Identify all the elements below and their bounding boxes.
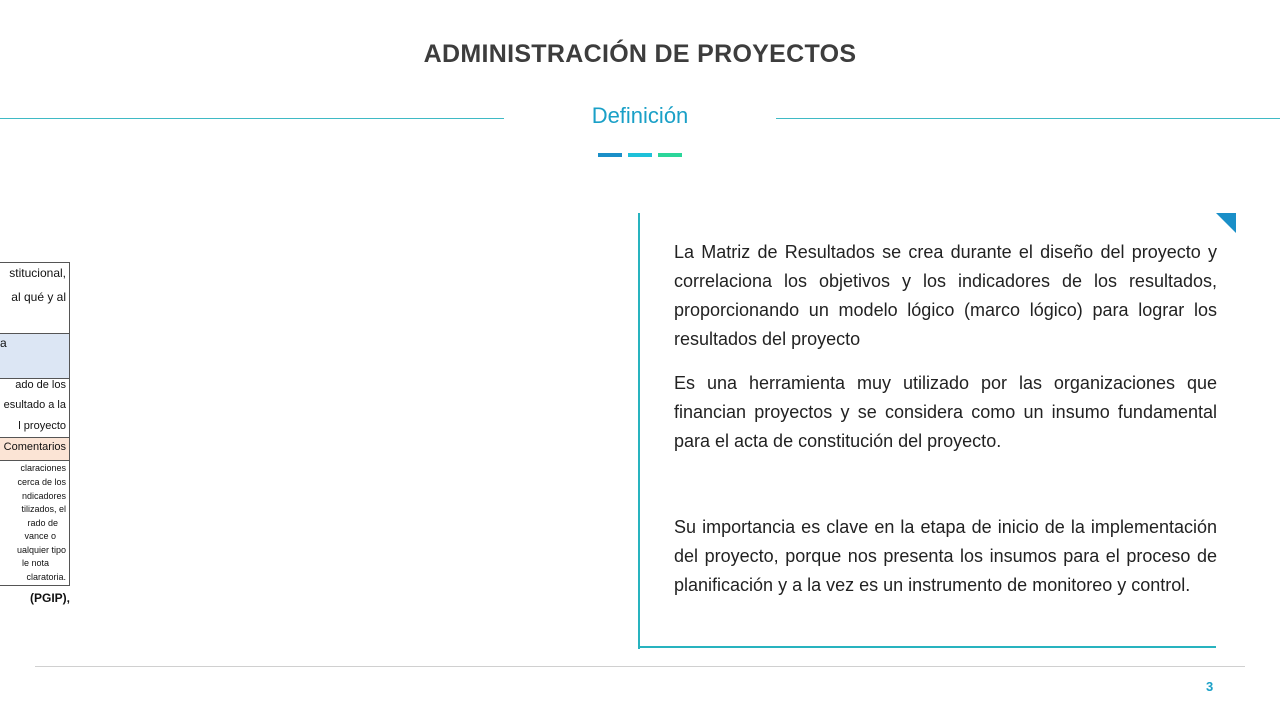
table-crop-text: vance o bbox=[24, 531, 56, 541]
accent-dash-cyan bbox=[628, 153, 652, 157]
table-crop-top-cell bbox=[0, 263, 69, 333]
table-crop-text: stitucional, bbox=[9, 266, 66, 280]
table-crop-text: rado de bbox=[27, 518, 58, 528]
paragraph-block-1 bbox=[674, 238, 1217, 354]
paragraph-1: La Matriz de Resultados se crea durante el diseño del proyecto y correlaciona los objetivos y los indicadores de los resultados, proporcionando un modelo lógico (marco lógico) para lograr los resultados del proyecto bbox=[674, 242, 1217, 349]
corner-triangle-icon bbox=[1216, 213, 1236, 233]
accent-dashes bbox=[598, 153, 682, 157]
table-crop-mid-cell bbox=[0, 378, 69, 436]
slide-subtitle: Definición bbox=[591, 103, 689, 128]
panel-bottom-border bbox=[638, 646, 1216, 648]
table-crop-text: Comentarios bbox=[3, 441, 66, 453]
table-crop-header-cell bbox=[0, 437, 69, 461]
table-crop-text: claratoria. bbox=[26, 572, 66, 582]
paragraph-2: Es una herramienta muy utilizado por las organizaciones que financian proyectos y se considera como un insumo fundamental para el acta de constitución del proyecto. bbox=[674, 373, 1217, 451]
table-crop-footer-text: (PGIP), bbox=[29, 591, 70, 605]
table-crop-text: a bbox=[0, 336, 7, 350]
paragraph-block-3 bbox=[674, 513, 1217, 600]
footer-divider bbox=[35, 666, 1245, 667]
table-crop-text: claraciones bbox=[20, 463, 66, 473]
table-crop-text: le nota bbox=[21, 558, 49, 568]
page-number: 3 bbox=[1206, 679, 1214, 694]
table-crop-text: tilizados, el bbox=[21, 504, 66, 514]
table-crop-text: ndicadores bbox=[21, 491, 66, 501]
table-crop-blue-cell bbox=[0, 333, 69, 379]
panel-left-border bbox=[638, 213, 640, 649]
table-crop-text: cerca de los bbox=[17, 477, 66, 487]
table-crop-body-cell bbox=[0, 460, 69, 586]
accent-dash-green bbox=[658, 153, 682, 157]
table-crop-text: l proyecto bbox=[18, 420, 66, 432]
paragraph-block-2 bbox=[674, 369, 1217, 456]
table-image-crop bbox=[0, 262, 70, 586]
table-crop-text: ado de los bbox=[15, 379, 66, 391]
table-crop-text: ualquier tipo bbox=[16, 545, 66, 555]
table-crop-text: esultado a la bbox=[3, 399, 66, 411]
accent-dash-blue bbox=[598, 153, 622, 157]
paragraph-3: Su importancia es clave en la etapa de inicio de la implementación del proyecto, porque nos presenta los insumos para el proceso de planificación y a la vez es un instrumento de monitoreo y control. bbox=[674, 517, 1217, 595]
table-crop-text: al qué y al bbox=[11, 290, 66, 304]
slide-title: ADMINISTRACIÓN DE PROYECTOS bbox=[423, 40, 857, 68]
